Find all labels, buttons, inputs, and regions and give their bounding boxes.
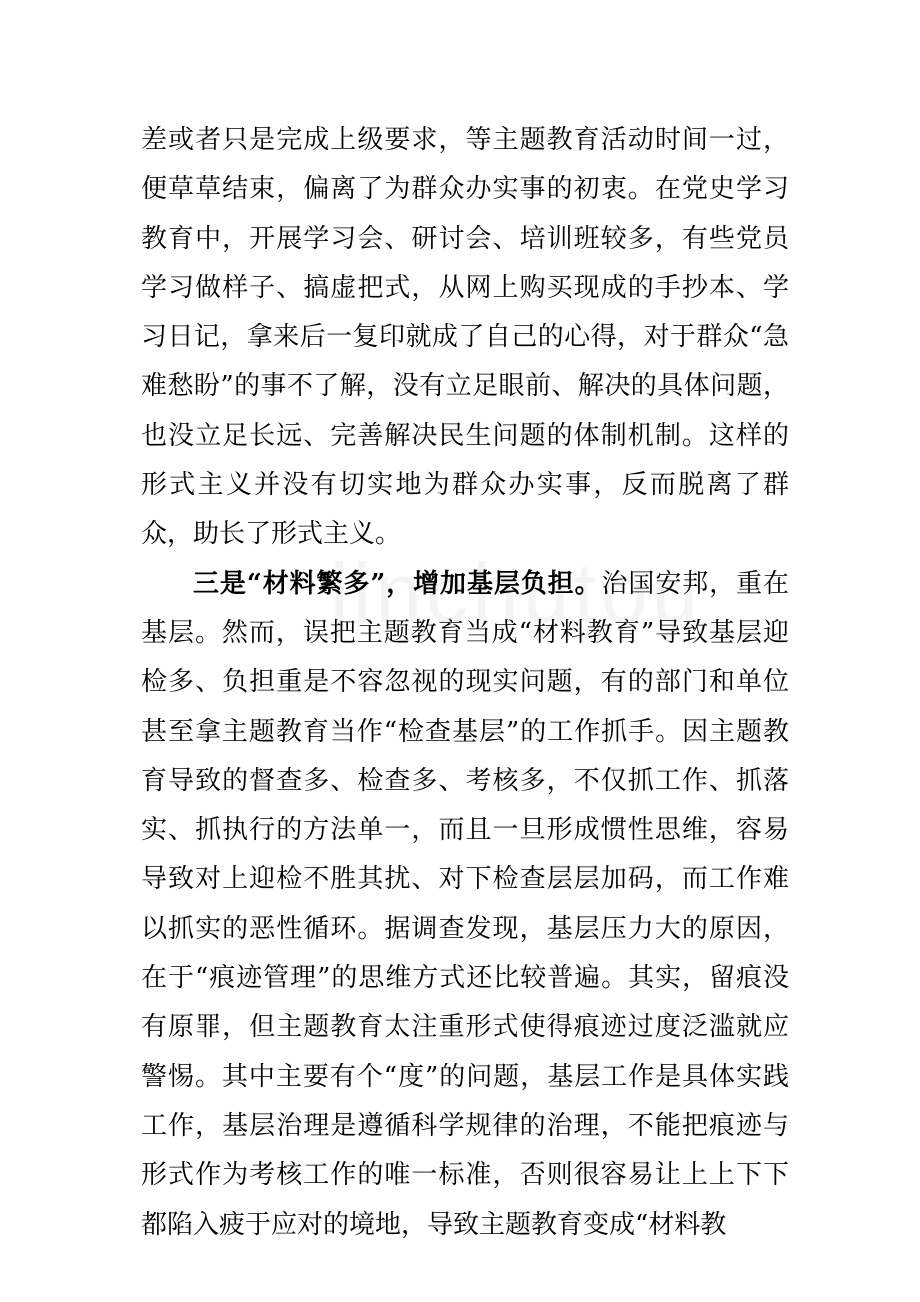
document-body	[141, 116, 789, 1250]
paragraph-text: 差或者只是完成上级要求，等主题教育活动时间一过，便草草结束，偏离了为群众办实事的初衷。在党史学习教育中，开展学习会、研讨会、培训班较多，有些党员学习做样子、搞虚把式，从网上购买现成的手抄本、学习日记，拿来后一复印就成了自己的心得，对于群众“急难愁盼”的事不了解，没有立足眼前、解决的具体问题，也没立足长远、完善解决民生问题的体制机制。这样的形式主义并没有切实地为群众办实事，反而脱离了群众，助长了形式主义。	[141, 125, 789, 550]
paragraph-lead: 三是“材料繁多”，增加基层负担。	[193, 568, 602, 599]
paragraph-text: 治国安邦，重在基层。然而，误把主题教育当成“材料教育”导致基层迎检多、负担重是不容忽视的现实问题，有的部门和单位甚至拿主题教育当作“检查基层”的工作抓手。因主题教育导致的督查多、检查多、考核多，不仅抓工作、抓落实、抓执行的方法单一，而且一旦形成惯性思维，容易导致对上迎检不胜其扰、对下检查层层加码，而工作难以抓实的恶性循环。据调查发现，基层压力大的原因，在于“痕迹管理”的思维方式还比较普遍。其实，留痕没有原罪，但主题教育太注重形式使得痕迹过度泛滥就应警惕。其中主要有个“度”的问题，基层工作是具体实践工作，基层治理是遵循科学规律的治理，不能把痕迹与形式作为考核工作的唯一标准，否则很容易让上上下下都陷入疲于应对的境地，导致主题教育变成“材料教	[141, 568, 789, 1240]
paragraph-three	[141, 560, 789, 1250]
paragraph-continuation	[141, 116, 789, 560]
